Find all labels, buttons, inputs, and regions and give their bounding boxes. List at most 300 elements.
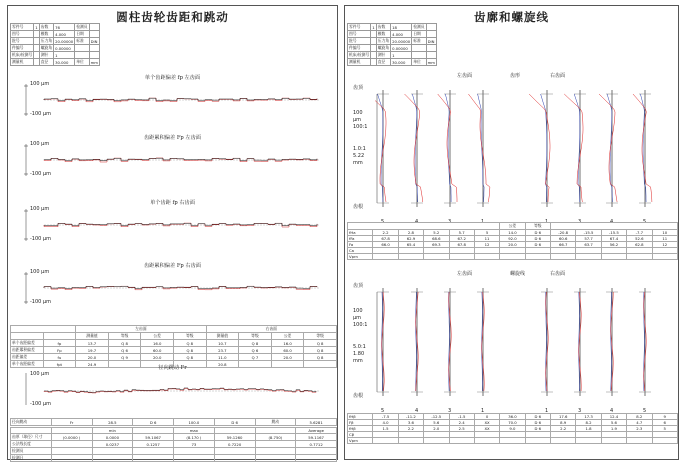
pitch-result-cell: Q 6	[239, 347, 272, 354]
pitch-result-cell: fu	[43, 354, 76, 361]
left-header-row	[11, 24, 100, 31]
scale-label: 100 µm	[30, 371, 50, 377]
pitch-chart-title: 单个齿距偏差 fp 左齿面	[144, 75, 201, 81]
profile-results-table	[347, 222, 678, 260]
lead-result-cell: -12.5	[424, 414, 449, 420]
flank-label: 左齿面	[457, 73, 473, 79]
tooth-number: 3	[448, 219, 452, 225]
tooth-number: 1	[545, 408, 549, 414]
scale-label: mm	[353, 358, 363, 364]
left-header-cell: 压力角	[40, 38, 53, 43]
lead-result-cell: 3.6	[398, 420, 423, 426]
right-header-row	[348, 59, 437, 66]
right-header-cell: mm	[427, 59, 435, 65]
tooth-thickness-cell	[174, 455, 215, 462]
lead-result-cell: 2.2	[398, 426, 423, 432]
left-header-cell	[89, 24, 99, 31]
left-header-cell: 20.00000	[55, 38, 74, 44]
lead-result-cell: 12.4	[601, 414, 626, 420]
lead-result-cell: 4.7	[627, 420, 652, 426]
lead-result-cell: 17.6	[551, 414, 576, 420]
profile-result-cell: 57.7	[576, 236, 601, 242]
lead-result-cell	[627, 438, 652, 444]
tooth-thickness-cell: 0.7712	[296, 441, 337, 448]
right-header-cell: DIN	[426, 38, 436, 45]
profile-result-cell	[652, 254, 678, 260]
tip-root-label: 齿顶	[353, 85, 364, 91]
lead-result-cell: fHβ	[348, 426, 373, 432]
pitch-result-row	[11, 347, 337, 354]
right-header-cell: 机床/检测号	[349, 52, 370, 57]
scale-label: µm	[353, 117, 362, 123]
profile-result-cell: 14.0	[500, 230, 525, 236]
lead-result-cell: 1.9	[601, 426, 626, 432]
pitch-result-cell: Q 7	[239, 354, 272, 361]
tooth-thickness-cell	[92, 455, 133, 462]
runout-cell: D 6	[214, 419, 255, 426]
tooth-thickness-cell	[92, 448, 133, 455]
left-header-row	[11, 52, 100, 59]
tolerance-trace	[607, 94, 612, 202]
tooth-thickness-cell: 59.1167	[296, 434, 337, 441]
pitch-result-cell: Q 8	[304, 340, 337, 347]
pitch-result-cell: Q 8	[173, 340, 206, 347]
flank-label: 左齿面	[457, 271, 473, 277]
scale-label: 100	[353, 110, 363, 116]
lead-result-cell	[474, 438, 499, 444]
scale-top-label: 100 µm	[30, 269, 50, 275]
right-header-row	[348, 31, 437, 38]
tooth-thickness-cell	[255, 455, 296, 462]
flank-label: 齿形	[510, 73, 521, 79]
measured-trace	[438, 94, 457, 202]
left-header-cell: DIN	[89, 38, 99, 45]
profile-result-cell: 62.8	[627, 242, 652, 248]
left-header-cell: 1	[35, 24, 38, 30]
tooth-thickness-cell	[214, 448, 255, 455]
profile-result-cell	[449, 254, 474, 260]
lead-result-cell: Cβ	[348, 432, 373, 438]
tooth-thickness-row	[11, 455, 337, 462]
right-header-row	[348, 38, 437, 45]
measured-trace	[599, 94, 617, 202]
lead-result-cell: 4.0	[373, 420, 398, 426]
lead-result-cell: 70.0	[500, 420, 525, 426]
profile-result-cell	[398, 254, 423, 260]
right-header-cell: 20.00000	[392, 38, 411, 44]
pitch-result-cell: 20.8	[206, 361, 239, 368]
pitch-deviation-plot	[24, 268, 324, 308]
left-header-cell: 齿数	[39, 24, 53, 31]
tip-root-label: 齿顶	[353, 283, 364, 289]
left-header-row	[11, 45, 100, 52]
scale-label: µm	[353, 315, 362, 321]
tooth-thickness-cell: max	[174, 428, 215, 434]
flank-label: 右齿面	[550, 271, 566, 277]
tooth-number: 5	[381, 408, 385, 414]
pitch-chart-title: 齿距累积偏差 Fp 左齿面	[144, 135, 201, 141]
tooth-thickness-cell: (0.0000 )	[51, 434, 92, 441]
runout-plot	[24, 369, 324, 409]
pitch-result-row	[11, 340, 337, 347]
grade-head: 等级	[525, 223, 550, 230]
right-header-cell: 30.000	[391, 59, 412, 66]
pitch-result-cell: 24.9	[76, 361, 109, 368]
pitch-result-cell: 20.0	[271, 354, 304, 361]
profile-result-cell: 2.2	[373, 230, 398, 236]
lead-result-cell: Vprn	[348, 438, 373, 444]
tooth-thickness-cell: 0.0237	[92, 441, 133, 448]
lead-result-cell: XX	[474, 426, 499, 432]
pitch-result-cell: fpt	[43, 361, 76, 368]
left-header-cell: 直径	[39, 59, 53, 66]
left-header-cell: 螺旋角	[40, 45, 53, 50]
scale-top-label: 100 µm	[30, 206, 50, 212]
profile-result-cell: 67.8	[373, 236, 398, 242]
pitch-result-cell: 13.7	[76, 340, 109, 347]
tip-root-label: 齿根	[353, 393, 364, 399]
profile-lead-report	[344, 5, 679, 460]
lead-trace-plot	[375, 278, 675, 414]
scale-bottom-label: -100 µm	[30, 171, 51, 177]
profile-result-cell	[627, 254, 652, 260]
lead-result-cell: 5.6	[601, 420, 626, 426]
left-header-cell	[89, 52, 99, 59]
profile-result-cell: 62.9	[398, 236, 423, 242]
scale-bottom-label: -100 µm	[30, 299, 51, 305]
right-header-cell: 模数	[376, 31, 390, 38]
pitch-results-table	[10, 325, 337, 368]
left-flank-head: 左齿面	[76, 326, 206, 333]
left-header-cell: 件编号	[11, 45, 34, 52]
reference-trace	[44, 158, 317, 160]
tooth-number: 3	[578, 219, 582, 225]
tooth-thickness-table	[10, 427, 337, 462]
left-header-cell: 76	[54, 24, 75, 31]
pitch-result-cell: 测量值	[206, 333, 239, 340]
tooth-number: 1	[545, 219, 549, 225]
profile-result-cell: Fa	[348, 242, 373, 248]
pitch-result-row	[11, 354, 337, 361]
profile-result-row	[348, 254, 678, 260]
right-header-cell: 测针	[376, 52, 390, 59]
profile-result-cell: 11	[652, 236, 678, 242]
pitch-chart-title: 齿距累积偏差 Fp 右齿面	[144, 263, 201, 269]
pitch-result-cell: 齿距累积偏差	[11, 347, 44, 354]
pitch-result-cell: Q 8	[304, 354, 337, 361]
pitch-result-cell: Q 8	[239, 340, 272, 347]
profile-result-cell	[373, 254, 398, 260]
profile-result-cell: D 6	[525, 242, 550, 248]
tol-head: 公差	[500, 223, 525, 230]
profile-result-cell	[601, 254, 626, 260]
profile-result-cell: 67.4	[601, 236, 626, 242]
tooth-thickness-cell: 检测员	[11, 448, 52, 455]
tooth-thickness-cell: 0.1257	[133, 441, 174, 448]
scale-label: 100	[353, 308, 363, 314]
lead-result-row	[348, 438, 678, 444]
left-header-cell: 测针	[39, 52, 53, 59]
left-header-cell: mm	[90, 59, 98, 65]
profile-result-cell: 67.8	[449, 242, 474, 248]
profile-result-cell: D 6	[525, 236, 550, 242]
lead-result-cell: Fβ	[348, 420, 373, 426]
pitch-result-cell: 11.0	[206, 354, 239, 361]
pitch-result-cell: Q 8	[108, 340, 141, 347]
runout-cell: 100.0	[174, 419, 215, 426]
tolerance-trace	[541, 94, 547, 202]
scale-top-label: 100 µm	[30, 141, 50, 147]
profile-result-cell: 10	[652, 230, 678, 236]
scale-label: 100:1	[353, 322, 368, 328]
pitch-result-cell: Fp	[43, 347, 76, 354]
right-header-cell: 螺旋角	[377, 45, 390, 50]
pitch-result-cell: 16.0	[271, 340, 304, 347]
profile-result-cell: 66.7	[551, 242, 576, 248]
pitch-result-cell: 公差	[271, 333, 304, 340]
right-header-cell	[426, 52, 436, 59]
tolerance-trace	[416, 292, 417, 391]
runout-row	[11, 419, 337, 426]
tooth-number: 4	[415, 408, 419, 414]
tooth-thickness-cell	[51, 455, 92, 462]
tooth-number: 1	[481, 408, 485, 414]
right-header-cell: 批号	[348, 38, 371, 45]
tooth-number: 4	[415, 219, 419, 225]
lead-result-cell	[601, 438, 626, 444]
lead-result-cell	[525, 438, 550, 444]
profile-result-cell: fFa	[348, 236, 373, 242]
lead-result-cell: 5	[652, 426, 678, 432]
pitch-deviation-plot	[24, 80, 324, 120]
left-header-cell: 4.000	[54, 31, 75, 38]
scale-label: mm	[353, 160, 363, 166]
left-header-cell: 单位	[75, 59, 89, 66]
tooth-thickness-cell: Average	[296, 428, 337, 434]
right-header-cell: 18	[391, 24, 412, 31]
left-header-cell: 30.000	[54, 59, 75, 66]
right-flank-head: 右齿面	[206, 326, 336, 333]
lead-result-cell: 0	[474, 414, 499, 420]
pitch-result-cell: 10.7	[206, 340, 239, 347]
profile-result-cell: 52.6	[627, 236, 652, 242]
right-header-row	[348, 45, 437, 52]
pitch-result-cell: Q 9	[108, 354, 141, 361]
lead-result-cell	[398, 438, 423, 444]
left-header-cell	[89, 31, 99, 38]
right-header-cell: 4.000	[391, 31, 412, 38]
lead-result-cell	[373, 438, 398, 444]
right-header-cell: 0.00000	[391, 45, 412, 52]
profile-result-cell: Ca	[348, 248, 373, 254]
tooth-number: 5	[643, 219, 647, 225]
right-header-cell: 标准	[412, 38, 426, 45]
scale-top-label: 100 µm	[30, 81, 50, 87]
flank-label: 螺旋线	[510, 271, 526, 277]
lead-result-cell: 36.0	[500, 414, 525, 420]
runout-cell: 径向跳动	[11, 419, 52, 426]
pitch-result-cell: 16.0	[141, 340, 174, 347]
lead-result-cell	[500, 438, 525, 444]
profile-result-cell: 65.4	[398, 242, 423, 248]
profile-result-cell: 20.0	[500, 242, 525, 248]
right-header-cell: 图号	[348, 31, 371, 38]
pitch-result-cell: 单个齿距偏差	[11, 340, 44, 347]
profile-result-cell	[424, 254, 449, 260]
tooth-thickness-cell: 检测日	[11, 455, 52, 462]
scale-label: 5.0:1	[353, 344, 366, 350]
lead-result-cell: 1.5	[373, 426, 398, 432]
tooth-thickness-cell	[255, 441, 296, 448]
lead-result-cell: 5.6	[424, 420, 449, 426]
lead-result-cell	[424, 438, 449, 444]
profile-result-cell: D 6	[525, 230, 550, 236]
profile-result-cell: Vprn	[348, 254, 373, 260]
lead-result-cell: 8.2	[576, 420, 601, 426]
lead-result-cell: -11.2	[398, 414, 423, 420]
pitch-result-cell: 60.0	[271, 347, 304, 354]
pitch-result-cell: 20.0	[141, 354, 174, 361]
runout-cell: 28.5	[92, 419, 133, 426]
profile-result-cell: 11	[474, 236, 499, 242]
right-header-cell: 压力角	[377, 38, 390, 43]
right-header-cell: 齿数	[376, 24, 390, 31]
flank-label: 右齿面	[550, 73, 566, 79]
pitch-result-cell: 单个齿距偏差	[11, 361, 44, 368]
lead-result-cell	[576, 438, 601, 444]
left-header-cell: 0.00000	[54, 45, 75, 52]
runout-cell: 跳动	[255, 419, 296, 426]
tooth-number: 1	[481, 219, 485, 225]
scale-label: 100:1	[353, 124, 368, 130]
lead-result-cell: XX	[474, 420, 499, 426]
measured-trace	[405, 94, 423, 202]
measured-trace	[633, 94, 652, 202]
tooth-thickness-cell	[174, 448, 215, 455]
lead-result-cell: D 6	[525, 420, 550, 426]
profile-trace-plot	[375, 80, 675, 225]
pitch-result-cell: 齿距偏差	[11, 354, 44, 361]
scale-label: 1.80	[353, 351, 365, 357]
profile-result-cell: -20.8	[551, 230, 576, 236]
lead-result-cell: 2.3	[627, 426, 652, 432]
tooth-thickness-cell: 73	[174, 441, 215, 448]
runout-cell: 5.6281	[296, 419, 337, 426]
lead-result-cell: D 6	[525, 414, 550, 420]
tooth-thickness-cell	[133, 455, 174, 462]
right-header-cell: 零件号	[348, 24, 371, 31]
left-header-cell: 测量机	[11, 59, 34, 66]
profile-result-cell: 66.0	[373, 242, 398, 248]
lead-result-cell: 6	[652, 420, 678, 426]
tooth-number: 4	[610, 219, 614, 225]
pitch-result-cell	[43, 333, 76, 340]
profile-result-cell: 12	[652, 242, 678, 248]
right-header-row	[348, 24, 437, 31]
right-header-cell	[426, 45, 436, 52]
pitch-deviation-plot	[24, 140, 324, 180]
left-header-cell: 图号	[11, 31, 34, 38]
left-header-cell	[75, 45, 89, 52]
pitch-result-cell: 测量值	[76, 333, 109, 340]
lead-result-cell	[449, 438, 474, 444]
left-header-cell: 检测员	[76, 24, 88, 29]
profile-result-cell	[500, 254, 525, 260]
profile-result-cell: 12	[474, 242, 499, 248]
right-header-row	[348, 52, 437, 59]
left-header-row	[11, 59, 100, 66]
lead-result-cell: 9	[652, 414, 678, 420]
lead-result-cell: 1.8	[576, 426, 601, 432]
profile-result-cell: 2.8	[398, 230, 423, 236]
tooth-thickness-cell	[133, 448, 174, 455]
left-report-title: 圆柱齿轮齿距和跳动	[116, 10, 229, 24]
right-header-cell: 检测员	[413, 24, 425, 29]
lead-result-cell: 2.5	[449, 426, 474, 432]
tooth-number: 4	[610, 408, 614, 414]
profile-result-cell: -15.5	[576, 230, 601, 236]
pitch-result-cell: 等级	[173, 333, 206, 340]
right-header-cell	[426, 31, 436, 38]
right-report-title: 齿廓和螺旋线	[474, 10, 549, 24]
tooth-thickness-cell: 59.1067	[133, 434, 174, 441]
profile-result-cell: 56.2	[601, 242, 626, 248]
scale-label: -100 µm	[30, 401, 51, 407]
pitch-result-row	[11, 333, 337, 340]
left-header-cell: 1	[54, 52, 75, 59]
left-header-cell	[89, 45, 99, 52]
tooth-thickness-cell: (8.170 )	[174, 434, 215, 441]
pitch-result-cell: 23.7	[206, 347, 239, 354]
right-header-cell: 1	[391, 52, 412, 59]
tooth-thickness-cell	[296, 448, 337, 455]
profile-result-cell: 69.3	[424, 242, 449, 248]
profile-result-cell: 5.2	[424, 230, 449, 236]
right-header-cell: 直径	[376, 59, 390, 66]
right-header-cell: 日期	[412, 31, 426, 38]
tooth-thickness-cell: 0.0000	[92, 434, 133, 441]
runout-result-row	[10, 418, 337, 426]
tooth-number: 5	[381, 219, 385, 225]
left-header-cell: 机床/检测号	[12, 52, 33, 57]
profile-result-cell: 60.6	[551, 236, 576, 242]
pitch-runout-report	[7, 5, 338, 460]
tolerance-trace	[378, 94, 383, 202]
scale-bottom-label: -100 µm	[30, 111, 51, 117]
tooth-thickness-cell: 0.7220	[214, 441, 255, 448]
lead-result-cell: 8.9	[551, 420, 576, 426]
tooth-thickness-cell	[296, 455, 337, 462]
right-header-cell	[412, 45, 426, 52]
profile-result-cell	[576, 254, 601, 260]
pitch-result-cell	[11, 333, 44, 340]
right-header-cell	[426, 24, 436, 31]
left-header-cell: 日期	[75, 31, 89, 38]
profile-result-cell: 5	[474, 230, 499, 236]
pitch-result-cell: Q 6	[108, 347, 141, 354]
tooth-number: 5	[643, 408, 647, 414]
pitch-result-cell: 公差	[141, 333, 174, 340]
left-header-cell	[75, 52, 89, 59]
profile-result-cell: 63.7	[576, 242, 601, 248]
tooth-number: 3	[578, 408, 582, 414]
lead-result-cell: 9.0	[500, 426, 525, 432]
profile-result-cell: fHa	[348, 230, 373, 236]
tooth-thickness-row	[11, 448, 337, 455]
tip-root-label: 齿根	[353, 204, 364, 210]
tooth-thickness-cell	[51, 448, 92, 455]
lead-result-cell: 17.3	[576, 414, 601, 420]
